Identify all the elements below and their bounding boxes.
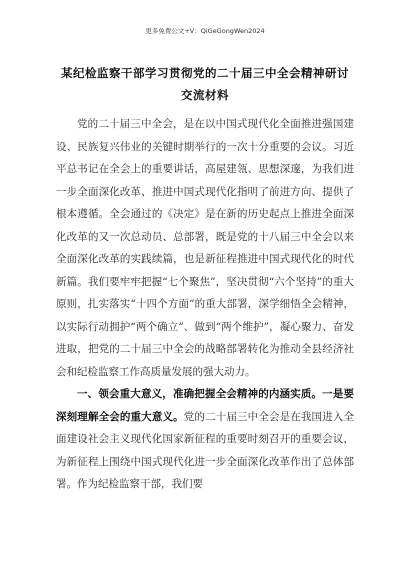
paragraph-intro: 党的二十届三中全会，是在以中国式现代化全面推进强国建设、民族复兴伟业的关键时期举行的一次十分重要的会议。习近平总书记在全会上的重要讲话，高屋建瓴、思想深邃，为我们进一步全面深化改革、推进中国式现代化指明了前进方向、提供了根本遵循。全会通过的《决定》是在新的历史起点上推进全面深化改革的又一次总动员、总部署，既是党的十八届三中全会以来全面深化改革的实践续篇，也是新征程推进中国式现代化的时代新篇。我们要牢牢把握“七个聚焦”，坚决贯彻“六个坚持”的重大原则，扎实落实“十四个方面”的重大部署，深学细悟全会精神，以实际行动拥护“两个确立”、做到“两个维护”，凝心聚力、奋发进取，把党的二十届三中全会的战略部署转化为推动全县经济社会和纪检监察工作高质量发展的强大动力。 — [56, 118, 354, 378]
document-body — [56, 113, 354, 496]
section-heading: 一、领会重大意义，准确把握全会精神的内涵实质。一是要深刻理解全会的重大意义。 — [56, 388, 354, 423]
header-note: 更多免费公文+V：QiGeGongWen2024 — [145, 27, 265, 35]
paragraph-section-one — [56, 383, 354, 496]
section-text: 党的二十届三中全会是在我国进入全面建设社会主义现代化国家新征程的重要时刻召开的重要会议，为新征程上围绕中国式现代化进一步全面深化改革作出了总体部署。作为纪检监察干部，我们要 — [56, 410, 355, 490]
document-title: 某纪检监察干部学习贯彻党的二十届三中全会精神研讨交流材料 — [61, 66, 349, 102]
